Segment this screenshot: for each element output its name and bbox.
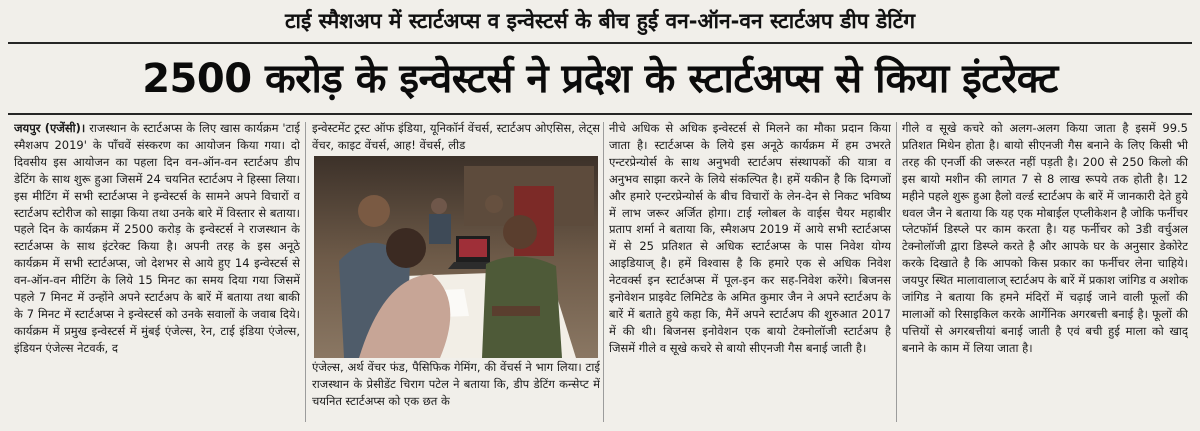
kicker-headline: टाई स्मैशअप में स्टार्टअप्स व इन्वेस्टर्स के बीच हुई वन-ऑन-वन स्टार्टअप डीप डेटिंग <box>284 9 916 33</box>
column-separator <box>896 122 897 422</box>
article-column-2-top <box>312 120 600 156</box>
article-column-3 <box>609 120 891 426</box>
event-photo <box>314 156 598 358</box>
column-separator <box>603 122 604 422</box>
column-4-text: गीले व सूखे कचरे को अलग-अलग किया जाता है इसमें 99.5 प्रतिशत मिथेन होता है। बायो सीएनजी गैस बनाने के लिए किसी भी तरह की एनर्जी की जरूरत नहीं पड़ती है। 200 से 250 किलो की इस बायो मशीन की लागत 7 से 8 लाख रूपये तक होती है। 12 महीने पहले शुरू हुआ हैलो वर्ल्ड स्टार्टअप के बारें में जानकारी देते हुये धवल जैन ने बताया कि यह एक मोबाईल एप्लीकेशन है जोकि फर्नीचर प्लेटफॉर्म डिस्प्ले पर काम करता है। यह फर्नीचर को 3डी वर्चुअल टेक्नोलॉजी द्वारा डिस्प्ले करते है और आपके घर के अनुसार डेकोरेट करके दिखाते है कि आपको किस प्रकार का फर्नीचर लेना चाहिये। जयपुर स्थित मालावालाज् स्टार्टअप के बारें में प्रकाश जांगिड व अशोक जांगिड ने बताया कि हमने मंदिरों में चढ़ाई जाने वाली फूलों की मालाओं को रिसाइकिल करके आर्गेनिक अगरबत्ती बनाई है। फूलों की पत्तियों से अगरबत्तीयां बनाई जाती है एवं बची हुई माला को खाद् बनाने के काम में लिया जाता है। <box>902 121 1188 355</box>
article-column-4 <box>902 120 1188 426</box>
column-2-bottom-text: एंजेल्स, अर्थ वेंचर फंड, पैसिफिक गेमिंग, की वेंचर्स ने भाग लिया। टाई राजस्थान के प्रेसीडेंट चिराग पटेल ने बताया कि, डीप डेटिंग कन्सेप्ट में चयनित स्टार्टअप्स को एक छत के <box>312 360 600 408</box>
column-separator <box>305 122 306 422</box>
column-3-text: नीचे अधिक से अधिक इन्वेस्टर्स से मिलने का मौका प्रदान किया जाता है। स्टार्टअप्स के लिये इस अनूठे कार्यक्रम में हम उभरते एन्टरप्रेन्योर्स के साथ अनुभवी स्टार्टअप संस्थापकों की यात्रा व अनुभव साझा करने के लिये संकल्पित है। हमें यकीन है कि दिग्गजों और हमारे एन्टरप्रेन्योर्स के बीच विचारों के लेन-देन से निकट भविष्य में लाभ जरूर अर्जित होगा। टाई ग्लोबल के वाईस चैयर महाबीर प्रताप शर्मा ने बताया कि, स्मैशअप 2019 में आये सभी स्टार्टअप्स में से 25 प्रतिशत से अधिक स्टार्टअप्स के पास निवेश योग्य आइडियाज् है। हमें विश्वास है कि हमारे एक से अधिक निवेश नेटवर्क्स इन स्टार्टअप्स में पूल-इन कर सह-निवेश करेंगे। बिजनस इनोवेशन प्राइवेट लिमिटेड के अमित कुमार जैन ने अपने स्टार्टअप के बारें में बताते हुये कहा कि, मैनें अपने स्टार्टअप की शुरुआत 2017 में की थी। बिजनस इनोवेशन एक बायो टेक्नोलॉजी स्टार्टअप है जिसमें गीले व सूखे कचरे से बायो सीएनजी गैस बनाई जाती है। <box>609 121 891 355</box>
column-2-top-text: इन्वेस्टमेंट ट्रस्ट ऑफ इंडिया, यूनिकॉर्न वेंचर्स, स्टार्टअप ओएसिस, लेट्स वेंचर, काइट वेंचर्स, आह! वेंचर्स, लीड <box>312 121 600 152</box>
kicker-rule <box>8 42 1192 44</box>
column-1-paragraph <box>14 120 300 357</box>
event-photo-image <box>314 156 598 358</box>
headline-rule <box>8 113 1192 115</box>
article-column-2-bottom <box>312 359 600 423</box>
byline: जयपुर (एजेंसी)। <box>14 121 86 135</box>
column-1-text: राजस्थान के स्टार्टअप्स के लिए खास कार्यक्रम 'टाई स्मैशअप 2019' के पाँचवें संस्करण का आयोजन किया गया। दो दिवसीय इस आयोजन का पहला दिन वन-ऑन-वन स्टार्टअप डीप डेटिंग के साथ शुरू हुआ जिसमें 24 चयनित स्टार्टअप ने हिस्सा लिया। इस मीटिंग में सभी स्टार्टअप्स ने इन्वेस्टर्स के सामने अपने विचारों व स्टार्टअप स्टोरीज को साझा किया तथा उनके बारे में विस्तार से बताया। पहले दिन के कार्यक्रम में 2500 करोड़ के इन्वेस्टर्स ने राजस्थान के स्टार्टअप्स के साथ इंटरेक्ट किया है। अपनी तरह के इस अनूठे कार्यक्रम में सभी स्टार्टअप्स, जो देशभर से आये हुए 14 इन्वेस्टर्स से वन-ऑन-वन मीटिंग के लिये 15 मिनट का समय दिया गया जिसमें पहले 7 मिनट में उन्होंने अपने स्टार्टअप के बारें में बताया तथा बाकी के 7 मिनट में स्टार्टअप्स ने इन्वेस्टर्स को उनके सवालों के जवाब दिये। कार्यक्रम में प्रमुख इन्वेस्टर्स में मुंबई एंजेल्स, रेन, टाई इंडिया एंजेल्स, इंडियन एंजेल्स नेटवर्क, द <box>14 121 300 355</box>
main-headline: 2500 करोड़ के इन्वेस्टर्स ने प्रदेश के स्टार्टअप्स से किया इंटरेक्ट <box>142 56 1058 102</box>
article-column-1 <box>14 120 300 426</box>
